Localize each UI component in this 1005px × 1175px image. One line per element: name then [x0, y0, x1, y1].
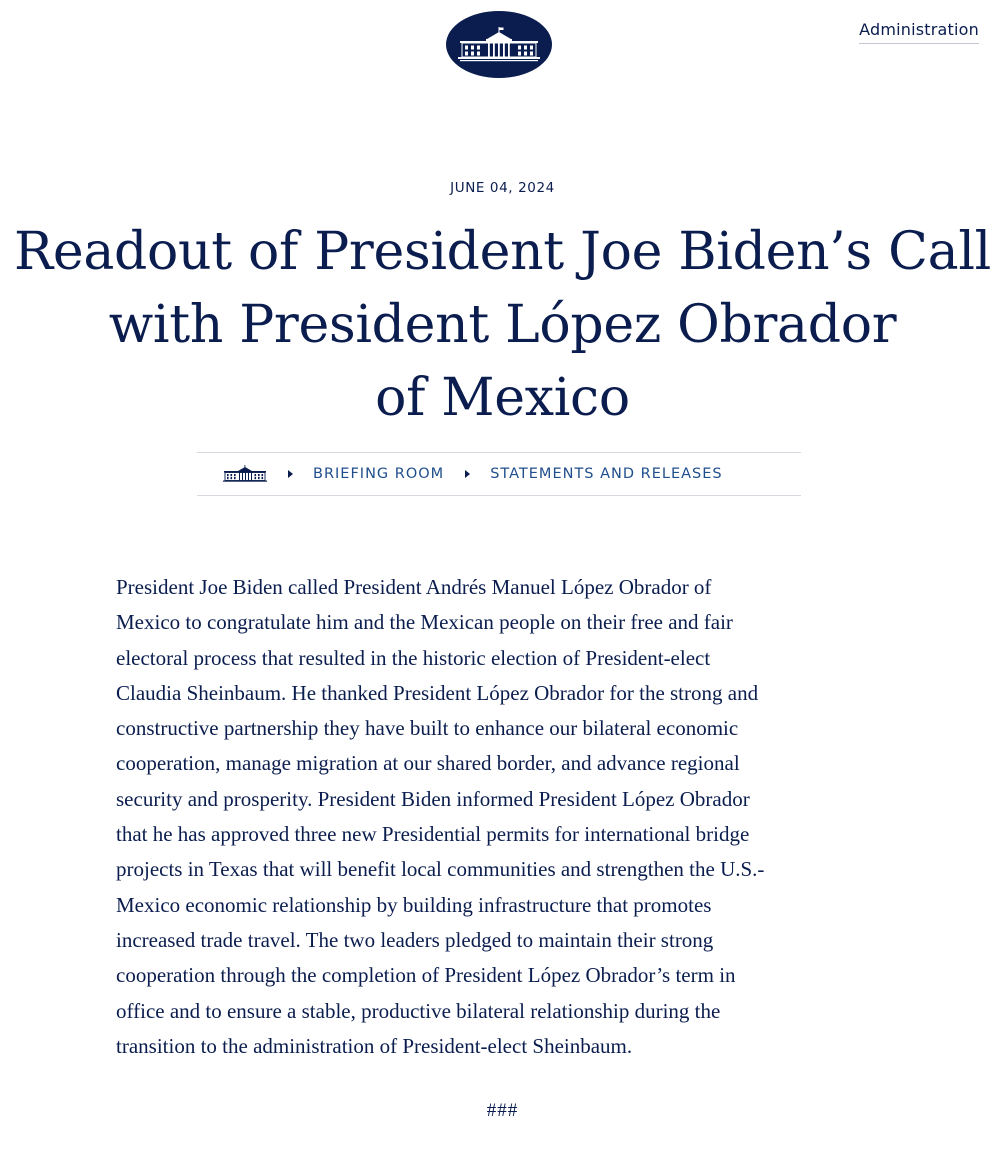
- body-line: office and to ensure a stable, productive bilateral relationship during the: [116, 998, 721, 1023]
- body-line: President Joe Biden called President Andrés Manuel López Obrador of: [116, 575, 712, 599]
- breadcrumb-statements-and-releases[interactable]: STATEMENTS AND RELEASES: [490, 466, 723, 482]
- article-title: [0, 216, 1005, 435]
- body-line: Claudia Sheinbaum. He thanked President López Obrador for the strong and: [116, 680, 759, 705]
- title-line: with President López Obrador: [108, 295, 897, 355]
- chevron-right-icon: [465, 470, 470, 478]
- body-line: that he has approved three new Presidential permits for international bridge: [116, 822, 750, 847]
- breadcrumb-briefing-room[interactable]: BRIEFING ROOM: [313, 466, 445, 482]
- breadcrumb-home[interactable]: [223, 465, 267, 483]
- administration-link[interactable]: Administration: [859, 20, 979, 44]
- body-line: constructive partnership they have built to enhance our bilateral economic: [116, 716, 739, 741]
- breadcrumb: [197, 452, 801, 496]
- body-line: cooperation, manage migration at our shared border, and advance regional: [116, 751, 740, 776]
- body-line: Mexico to congratulate him and the Mexican people on their free and fair: [116, 610, 733, 635]
- body-line: transition to the administration of President-elect Sheinbaum.: [116, 1033, 633, 1058]
- body-line: Mexico economic relationship by building infrastructure that promotes: [116, 892, 712, 917]
- body-line: increased trade travel. The two leaders pledged to maintain their strong: [116, 927, 714, 952]
- white-house-seal-icon: [458, 27, 540, 63]
- end-marks: ###: [486, 1100, 519, 1121]
- body-line: security and prosperity. President Biden informed President López Obrador: [116, 786, 750, 811]
- body-line: projects in Texas that will benefit local communities and strengthen the U.S.-: [116, 857, 765, 882]
- white-house-logo[interactable]: [446, 11, 552, 78]
- article-date: JUNE 04, 2024: [450, 180, 555, 196]
- chevron-right-icon: [288, 470, 293, 478]
- body-line: cooperation through the completion of President López Obrador’s term in: [116, 963, 736, 988]
- title-line: of Mexico: [375, 368, 630, 428]
- body-line: electoral process that resulted in the historic election of President-elect: [116, 645, 711, 670]
- title-line: Readout of President Joe Biden’s Call: [14, 222, 991, 282]
- article-body: [116, 570, 896, 1064]
- white-house-icon: [223, 465, 267, 483]
